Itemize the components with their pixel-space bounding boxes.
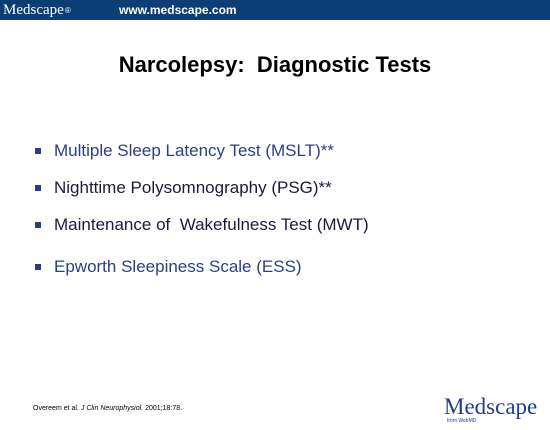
square-bullet-icon — [35, 148, 41, 154]
bullet-text: Multiple Sleep Latency Test (MSLT)** — [54, 141, 334, 160]
square-bullet-icon — [35, 264, 41, 270]
slide-title: Narcolepsy: Diagnostic Tests — [118, 52, 432, 77]
citation-details: 2001;18:78. — [145, 405, 183, 412]
bullet-text: Epworth Sleepiness Scale (ESS) — [54, 257, 302, 276]
header-url[interactable]: www.medscape.com — [119, 3, 237, 17]
citation-authors: Overeem et al. — [33, 405, 79, 412]
footer-logo-tagline: from WebMD — [447, 418, 477, 424]
bullet-item-mwt — [35, 213, 369, 237]
registered-mark: ® — [64, 6, 71, 15]
citation — [33, 405, 182, 412]
medscape-header-logo[interactable]: Medscape® — [3, 2, 71, 18]
medscape-footer-logo — [444, 394, 540, 424]
bullet-item-psg — [35, 176, 332, 200]
bullet-item-ess — [35, 255, 302, 279]
square-bullet-icon — [35, 185, 41, 191]
bullet-item-mslt — [35, 139, 334, 163]
bullet-text: Maintenance of Wakefulness Test (MWT) — [54, 215, 369, 234]
citation-journal: J Clin Neurophysiol. — [80, 405, 144, 412]
bullet-text: Nighttime Polysomnography (PSG)** — [54, 178, 332, 197]
square-bullet-icon — [35, 222, 41, 228]
footer-logo-word: Medscape — [444, 394, 538, 419]
header-bar — [0, 0, 550, 20]
